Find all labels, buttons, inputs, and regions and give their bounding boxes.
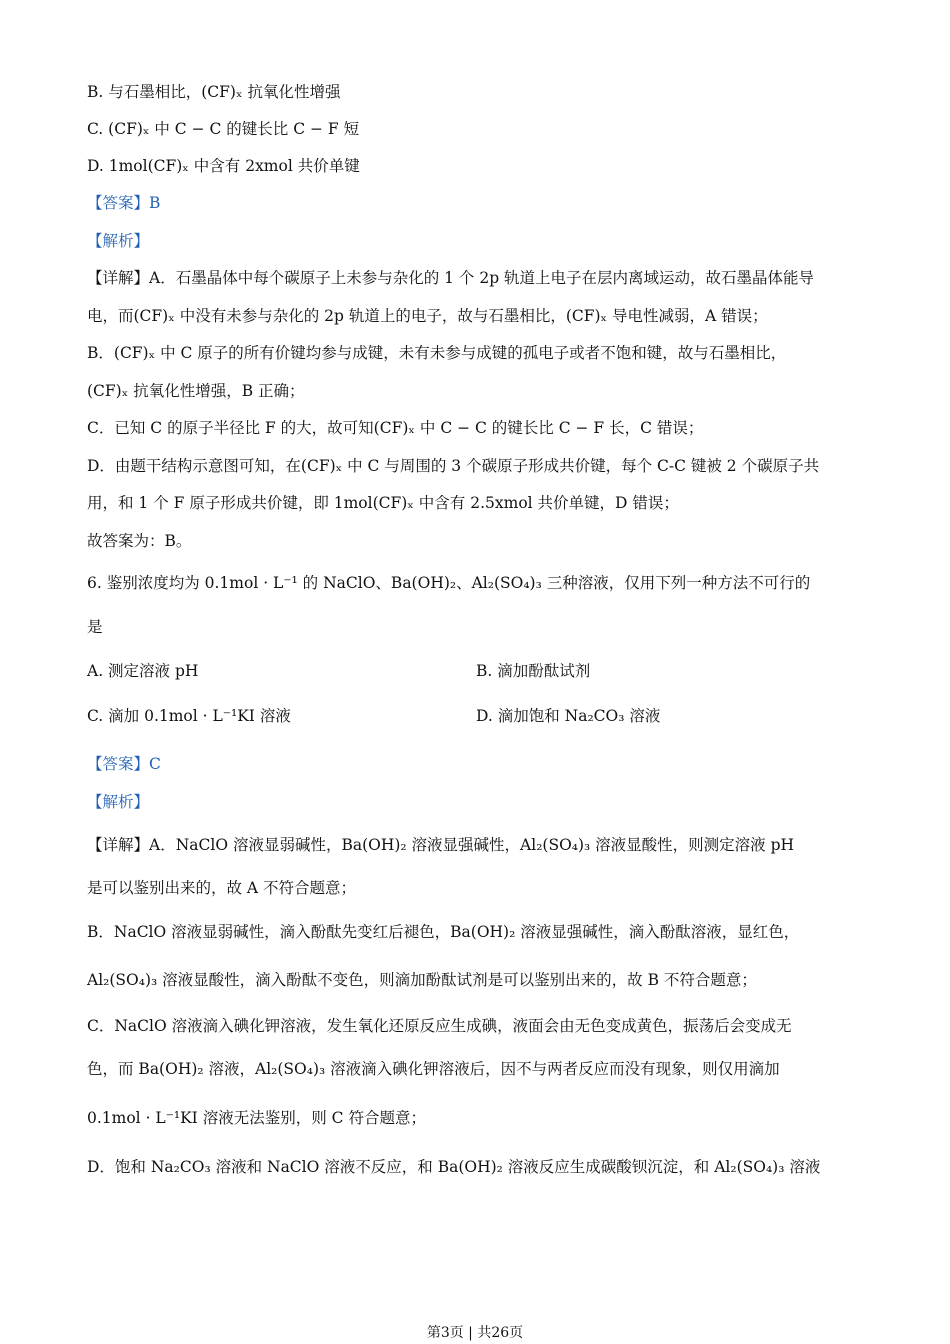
option-d-prev: D. 1mol(CF)ₓ 中含有 2xmol 共价单键 [87, 157, 360, 175]
q6-answer-label: 【答案】C [87, 755, 161, 773]
detail-d-2: 用，和 1 个 F 原子形成共价键，即 1mol(CF)ₓ 中含有 2.5xmol 共价单键，D 错误； [87, 494, 679, 512]
detail-d-1: D．由题干结构示意图可知，在(CF)ₓ 中 C 与周围的 3 个碳原子形成共价键，每个 C-C 键被 2 个碳原子共 [87, 457, 820, 475]
q6-detail-a-2: 是可以鉴别出来的，故 A 不符合题意； [87, 879, 357, 897]
answer-label: 【答案】B [87, 194, 161, 212]
question-6-stem: 6. 鉴别浓度均为 0.1mol · L⁻¹ 的 NaClO、Ba(OH)₂、Al₂(SO₄)₃ 三种溶液，仅用下列一种方法不可行的 [87, 574, 811, 592]
analysis-label: 【解析】 [87, 232, 150, 250]
q6-detail-c-2: 色，而 Ba(OH)₂ 溶液，Al₂(SO₄)₃ 溶液滴入碘化钾溶液后，因不与两者反应而没有现象，则仅用滴加 [87, 1060, 780, 1078]
page-footer: 第3页 | 共26页 [426, 1325, 524, 1341]
detail-b-1: B．(CF)ₓ 中 C 原子的所有价键均参与成键，未有未参与成键的孤电子或者不饱和键，故与石墨相比， [87, 344, 787, 362]
q6-detail-c-1: C．NaClO 溶液滴入碘化钾溶液，发生氧化还原反应生成碘，液面会由无色变成黄色，振荡后会变成无 [87, 1017, 792, 1035]
q6-option-d: D. 滴加饱和 Na₂CO₃ 溶液 [476, 707, 661, 725]
q6-detail-c-3: 0.1mol · L⁻¹KI 溶液无法鉴别，则 C 符合题意； [87, 1109, 426, 1127]
detail-a-1: 【详解】A．石墨晶体中每个碳原子上未参与杂化的 1 个 2p 轨道上电子在层内离域运动，故石墨晶体能导 [87, 269, 815, 287]
detail-a-2: 电，而(CF)ₓ 中没有未参与杂化的 2p 轨道上的电子，故与石墨相比，(CF)ₓ 导电性减弱，A 错误； [87, 307, 768, 325]
q6-detail-b-2: Al₂(SO₄)₃ 溶液显酸性，滴入酚酞不变色，则滴加酚酞试剂是可以鉴别出来的，故 B 不符合题意； [87, 971, 757, 989]
conclusion: 故答案为：B。 [87, 532, 192, 550]
q6-detail-b-1: B．NaClO 溶液显弱碱性，滴入酚酞先变红后褪色，Ba(OH)₂ 溶液显强碱性，滴入酚酞溶液，显红色， [87, 923, 800, 941]
q6-analysis-label: 【解析】 [87, 793, 150, 811]
q6-detail-d-1: D．饱和 Na₂CO₃ 溶液和 NaClO 溶液不反应，和 Ba(OH)₂ 溶液反应生成碳酸钡沉淀，和 Al₂(SO₄)₃ 溶液 [87, 1158, 821, 1176]
option-c-prev: C. (CF)ₓ 中 C − C 的键长比 C − F 短 [87, 120, 360, 138]
q6-option-c: C. 滴加 0.1mol · L⁻¹KI 溶液 [87, 707, 291, 725]
detail-b-2: (CF)ₓ 抗氧化性增强，B 正确； [87, 382, 305, 400]
question-6-stem-end: 是 [87, 618, 103, 636]
q6-option-b: B. 滴加酚酞试剂 [476, 662, 591, 680]
detail-c: C．已知 C 的原子半径比 F 的大，故可知(CF)ₓ 中 C − C 的键长比 C − F 长，C 错误； [87, 419, 704, 437]
option-b-prev: B. 与石墨相比，(CF)ₓ 抗氧化性增强 [87, 83, 341, 101]
q6-detail-a-1: 【详解】A．NaClO 溶液显弱碱性，Ba(OH)₂ 溶液显强碱性，Al₂(SO₄)₃ 溶液显酸性，则测定溶液 pH [87, 836, 795, 854]
q6-option-a: A. 测定溶液 pH [87, 662, 199, 680]
